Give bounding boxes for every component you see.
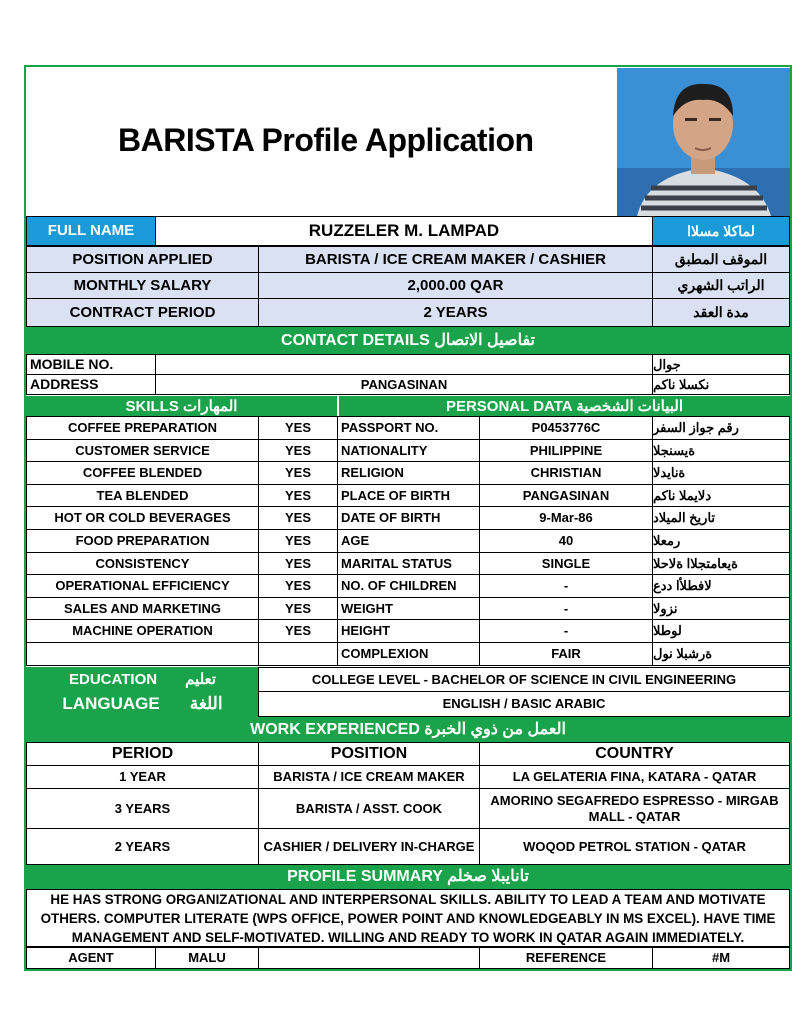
skill-value: YES (258, 619, 338, 643)
full-name-value: RUZZELER M. LAMPAD (155, 216, 653, 246)
personal-value: PHILIPPINE (479, 439, 653, 462)
personal-arabic: لوطلا (652, 619, 790, 643)
contract-period-label: CONTRACT PERIOD (26, 298, 259, 327)
skill-value: YES (258, 506, 338, 530)
work-row-1-position: BARISTA / ICE CREAM MAKER (258, 765, 480, 789)
work-row-2-country: AMORINO SEGAFREDO ESPRESSO - MIRGAB MALL - QATAR (479, 788, 790, 829)
skill-name: SALES AND MARKETING (26, 597, 259, 620)
skill-value: YES (258, 416, 338, 440)
mobile-arabic: جوال (652, 354, 790, 375)
skill-name: OPERATIONAL EFFICIENCY (26, 574, 259, 598)
skills-heading: SKILLS المهارات (26, 396, 337, 417)
personal-arabic: ةنايدلا (652, 461, 790, 485)
personal-label: WEIGHT (337, 597, 480, 620)
monthly-salary-arabic: الراتب الشهري (652, 272, 790, 299)
personal-value: FAIR (479, 642, 653, 666)
position-applied-label: POSITION APPLIED (26, 246, 259, 273)
skill-name: CUSTOMER SERVICE (26, 439, 259, 462)
agent-value: MALU (155, 947, 259, 969)
personal-arabic: رقم جواز السفر (652, 416, 790, 440)
personal-value: SINGLE (479, 552, 653, 575)
skill-value: YES (258, 574, 338, 598)
personal-arabic: نزولا (652, 597, 790, 620)
personal-data-heading: PERSONAL DATA البيانات الشخصية (339, 396, 790, 417)
reference-label: REFERENCE (479, 947, 653, 969)
personal-arabic: ةيسنجلا (652, 439, 790, 462)
footer-blank-cell (258, 947, 480, 969)
monthly-salary-value: 2,000.00 QAR (258, 272, 653, 299)
personal-label: PASSPORT NO. (337, 416, 480, 440)
personal-arabic: تاريخ الميلاد (652, 506, 790, 530)
work-row-2-period: 3 YEARS (26, 788, 259, 829)
skill-value: YES (258, 552, 338, 575)
profile-summary-heading: PROFILE SUMMARY تانايبلا صخلم (26, 865, 790, 889)
address-value: PANGASINAN (155, 374, 653, 395)
personal-arabic: ةيعامتجلاا ةلاحلا (652, 552, 790, 575)
personal-value: CHRISTIAN (479, 461, 653, 485)
agent-label: AGENT (26, 947, 156, 969)
work-row-1-period: 1 YEAR (26, 765, 259, 789)
language-label: LANGUAGE (62, 693, 160, 713)
skill-value (258, 642, 338, 666)
contract-period-arabic: مدة العقد (652, 298, 790, 327)
skill-name: HOT OR COLD BEVERAGES (26, 506, 259, 530)
skill-value: YES (258, 529, 338, 553)
personal-value: - (479, 574, 653, 598)
work-header-period: PERIOD (26, 742, 259, 766)
personal-label: NATIONALITY (337, 439, 480, 462)
education-value: COLLEGE LEVEL - BACHELOR OF SCIENCE IN CIVIL ENGINEERING (258, 667, 790, 692)
contract-period-value: 2 YEARS (258, 298, 653, 327)
personal-label: MARITAL STATUS (337, 552, 480, 575)
personal-label: RELIGION (337, 461, 480, 485)
personal-value: - (479, 619, 653, 643)
personal-arabic: رمعلا (652, 529, 790, 553)
personal-value: PANGASINAN (479, 484, 653, 507)
work-row-3-position: CASHIER / DELIVERY IN-CHARGE (258, 828, 480, 865)
page-title: BARISTA Profile Application (118, 122, 534, 158)
reference-value: #M (652, 947, 790, 969)
personal-label: HEIGHT (337, 619, 480, 643)
address-label: ADDRESS (26, 374, 156, 395)
language-value: ENGLISH / BASIC ARABIC (258, 691, 790, 717)
language-label-cell (26, 691, 259, 717)
skill-name: COFFEE BLENDED (26, 461, 259, 485)
full-name-label: FULL NAME (26, 216, 156, 246)
work-row-2-position: BARISTA / ASST. COOK (258, 788, 480, 829)
personal-value: - (479, 597, 653, 620)
personal-label: COMPLEXION (337, 642, 480, 666)
contact-details-heading: CONTACT DETAILS تفاصيل الاتصال (26, 327, 790, 354)
education-arabic: تعليم (185, 670, 216, 688)
skill-name: MACHINE OPERATION (26, 619, 259, 643)
skill-name (26, 642, 259, 666)
work-row-3-country: WOQOD PETROL STATION - QATAR (479, 828, 790, 865)
personal-value: P0453776C (479, 416, 653, 440)
personal-value: 40 (479, 529, 653, 553)
full-name-arabic: لماكلا مسلاا (652, 216, 790, 246)
skill-name: FOOD PREPARATION (26, 529, 259, 553)
address-arabic: نكسلا ناكم (652, 374, 790, 395)
skill-value: YES (258, 597, 338, 620)
profile-summary-text: HE HAS STRONG ORGANIZATIONAL AND INTERPERSONAL SKILLS. ABILITY TO LEAD A TEAM AND MOTIVATE OTHERS. COMPUTER LITERATE (WPS OFFICE, POWER POINT AND KNOWLEDGEABLY IN MS EXCEL). HAVE TIME MANAGEMENT AND SELF-MOTIVATED. WILLING AND READY TO WORK IN QATAR AGAIN IMMEDIATELY. (26, 889, 790, 947)
work-experience-heading: WORK EXPERIENCED العمل من ذوي الخبرة (26, 717, 790, 742)
personal-arabic: ةرشبلا نول (652, 642, 790, 666)
work-header-country: COUNTRY (479, 742, 790, 766)
personal-label: DATE OF BIRTH (337, 506, 480, 530)
position-applied-value: BARISTA / ICE CREAM MAKER / CASHIER (258, 246, 653, 273)
personal-label: NO. OF CHILDREN (337, 574, 480, 598)
skill-value: YES (258, 461, 338, 485)
skill-value: YES (258, 439, 338, 462)
personal-value: 9-Mar-86 (479, 506, 653, 530)
mobile-value (155, 354, 653, 375)
skill-name: CONSISTENCY (26, 552, 259, 575)
personal-arabic: دلايملا ناكم (652, 484, 790, 507)
language-arabic: اللغة (189, 693, 223, 713)
mobile-label: MOBILE NO. (26, 354, 156, 375)
education-label-cell (26, 667, 259, 692)
position-applied-arabic: الموقف المطبق (652, 246, 790, 273)
personal-arabic: لافطلأا ددع (652, 574, 790, 598)
monthly-salary-label: MONTHLY SALARY (26, 272, 259, 299)
work-header-position: POSITION (258, 742, 480, 766)
skill-value: YES (258, 484, 338, 507)
skill-name: COFFEE PREPARATION (26, 416, 259, 440)
work-row-3-period: 2 YEARS (26, 828, 259, 865)
skill-name: TEA BLENDED (26, 484, 259, 507)
applicant-photo (617, 68, 790, 216)
personal-label: PLACE OF BIRTH (337, 484, 480, 507)
personal-label: AGE (337, 529, 480, 553)
work-row-1-country: LA GELATERIA FINA, KATARA - QATAR (479, 765, 790, 789)
education-label: EDUCATION (69, 670, 158, 688)
